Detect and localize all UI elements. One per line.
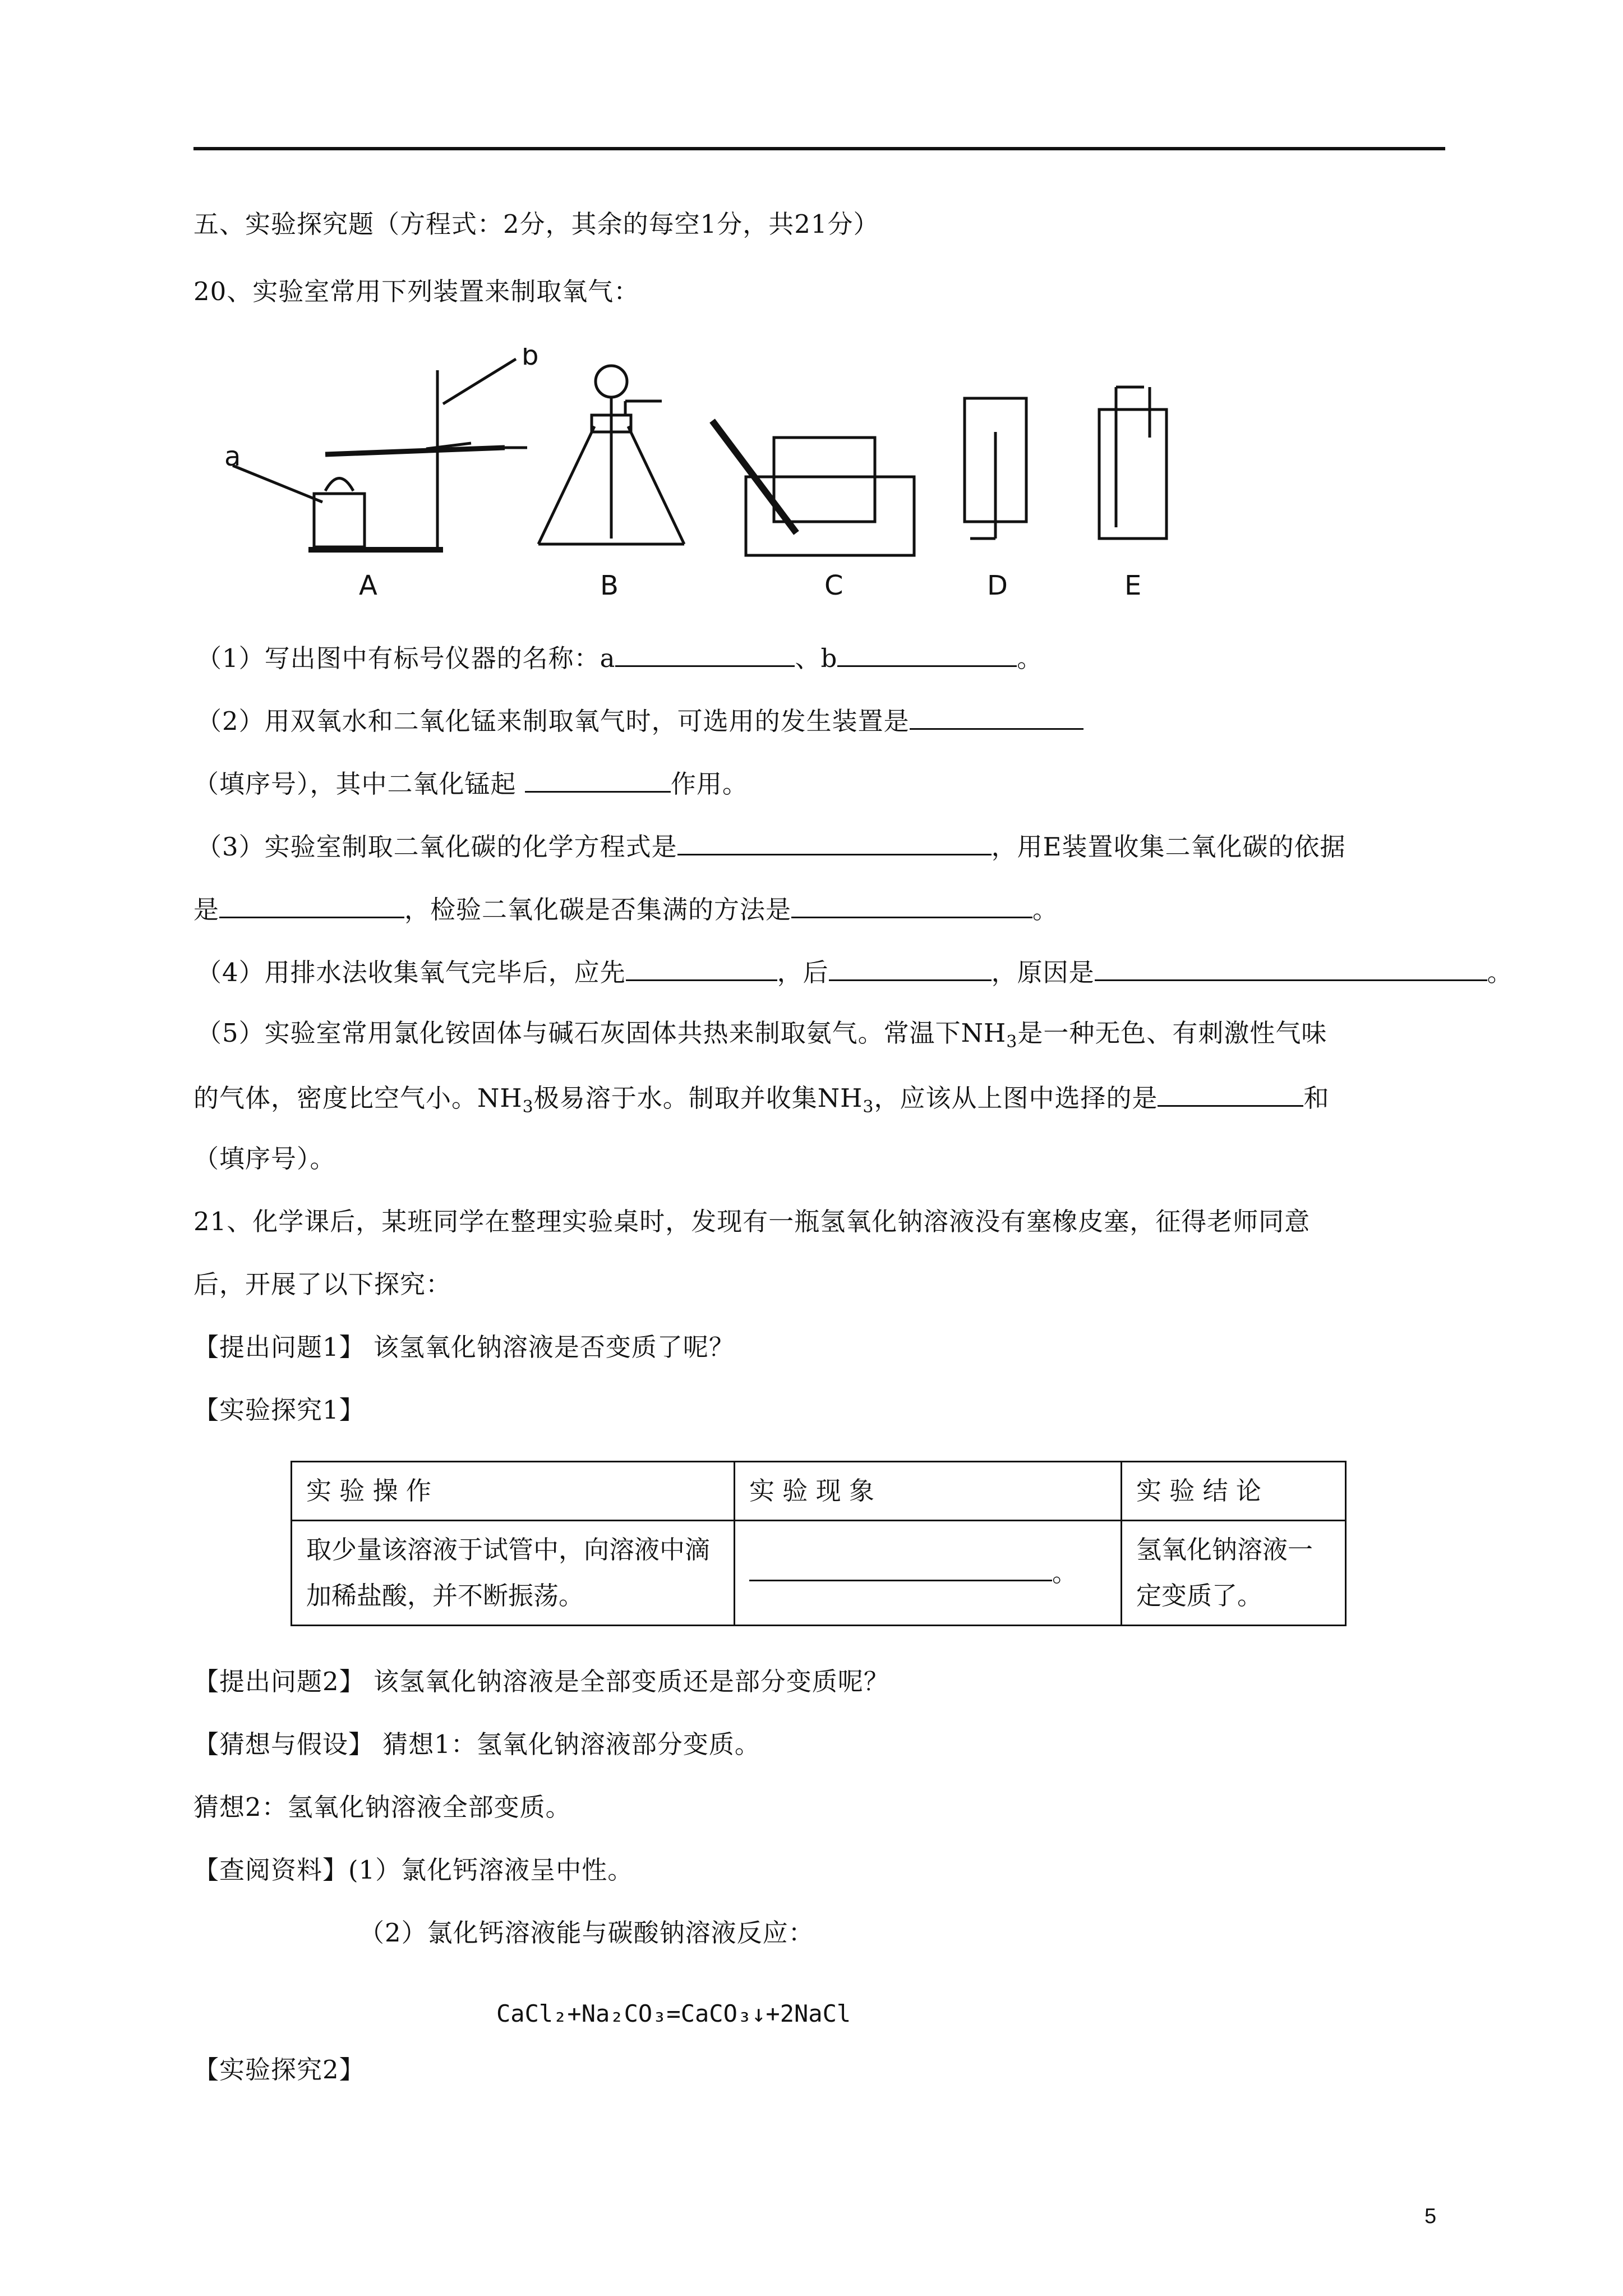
label-b: b bbox=[522, 348, 539, 371]
q20-part1: （1）写出图中有标号仪器的名称：a 、b 。 bbox=[196, 639, 1043, 675]
table-row bbox=[292, 1521, 1346, 1626]
q20-part4: （4）用排水法收集氧气完毕后，应先 ，后 ，原因是 。 bbox=[196, 954, 1513, 990]
q21-question-2: 【提出问题2】 该氢氧化钠溶液是全部变质还是部分变质呢？ bbox=[193, 1667, 889, 1696]
q21-reference-1: 【查阅资料】(1）氯化钙溶液呈中性。 bbox=[193, 1855, 634, 1885]
cell-conclusion: 氢氧化钠溶液一定变质了。 bbox=[1122, 1521, 1346, 1626]
table-header-row bbox=[292, 1462, 1346, 1521]
blank-generator[interactable] bbox=[910, 702, 1083, 730]
label-a: a bbox=[224, 441, 241, 472]
blank-check-method[interactable] bbox=[791, 891, 1032, 918]
label-E: E bbox=[1124, 570, 1142, 601]
label-A: A bbox=[359, 570, 377, 601]
q21-experiment-2: 【实验探究2】 bbox=[193, 2055, 365, 2085]
page-number: 5 bbox=[1424, 2205, 1437, 2228]
q21-hypothesis-1: 【猜想与假设】 猜想1：氢氧化钠溶液部分变质。 bbox=[193, 1729, 760, 1759]
q21-reference-2: （2）氯化钙溶液能与碳酸钠溶液反应： bbox=[359, 1918, 814, 1948]
q21-question-1: 【提出问题1】 该氢氧化钠溶液是否变质了呢？ bbox=[193, 1332, 735, 1362]
section-title: 五、实验探究题（方程式：2分，其余的每空1分，共21分） bbox=[193, 209, 879, 239]
blank-then[interactable] bbox=[829, 954, 992, 981]
q20-part3: （3）实验室制取二氧化碳的化学方程式是 ，用E装置收集二氧化碳的依据 bbox=[196, 828, 1346, 864]
q20-part5c: （填序号）。 bbox=[193, 1144, 336, 1174]
reaction-equation: CaCl₂+Na₂CO₃=CaCO₃↓+2NaCl bbox=[496, 2000, 851, 2027]
header-operation: 实 验 操 作 bbox=[292, 1462, 735, 1521]
blank-b[interactable] bbox=[837, 639, 1017, 667]
blank-first[interactable] bbox=[626, 954, 777, 981]
header-rule bbox=[193, 147, 1445, 150]
label-C: C bbox=[824, 570, 843, 601]
q20-part2b: （填序号），其中二氧化锰起 作用。 bbox=[193, 765, 748, 801]
header-phenomenon: 实 验 现 象 bbox=[735, 1462, 1122, 1521]
q21-stem-2: 后，开展了以下探究： bbox=[193, 1269, 452, 1299]
blank-co2-equation[interactable] bbox=[677, 828, 992, 855]
blank-reason[interactable] bbox=[1095, 954, 1487, 981]
apparatus-diagram bbox=[224, 348, 1267, 606]
blank-nh3-apparatus[interactable] bbox=[1158, 1079, 1303, 1107]
blank-a[interactable] bbox=[615, 639, 795, 667]
blank-phenomenon[interactable] bbox=[749, 1554, 1052, 1581]
experiment-table bbox=[291, 1461, 1347, 1626]
q20-part5: （5）实验室常用氯化铵固体与碱石灰固体共热来制取氨气。常温下$NH_3$是一种无色、有刺激性气味 bbox=[196, 1018, 1327, 1052]
cell-phenomenon: 。 bbox=[735, 1521, 1122, 1626]
q20-part2: （2）用双氧水和二氧化锰来制取氧气时，可选用的发生装置是 bbox=[196, 702, 1083, 738]
label-B: B bbox=[600, 570, 619, 601]
header-conclusion: 实 验 结 论 bbox=[1122, 1462, 1346, 1521]
q20-part3b: 是 ，检验二氧化碳是否集满的方法是 。 bbox=[193, 891, 1058, 927]
q20-stem: 20、实验室常用下列装置来制取氧气： bbox=[193, 277, 640, 306]
q21-hypothesis-2: 猜想2：氢氧化钠溶液全部变质。 bbox=[193, 1792, 571, 1822]
q21-stem-1: 21、化学课后，某班同学在整理实验桌时，发现有一瓶氢氧化钠溶液没有塞橡皮塞，征得老师同意 bbox=[193, 1207, 1311, 1236]
q20-part5b: 的气体，密度比空气小。$NH_3$极易溶于水。制取并收集$NH_3$，应该从上图中选择的是 和 bbox=[193, 1079, 1329, 1115]
label-D: D bbox=[987, 570, 1008, 601]
q21-experiment-1: 【实验探究1】 bbox=[193, 1395, 365, 1425]
apparatus-figure bbox=[224, 348, 1267, 606]
blank-role[interactable] bbox=[525, 765, 671, 793]
blank-basis[interactable] bbox=[219, 891, 404, 918]
cell-operation: 取少量该溶液于试管中，向溶液中滴加稀盐酸，并不断振荡。 bbox=[292, 1521, 735, 1626]
